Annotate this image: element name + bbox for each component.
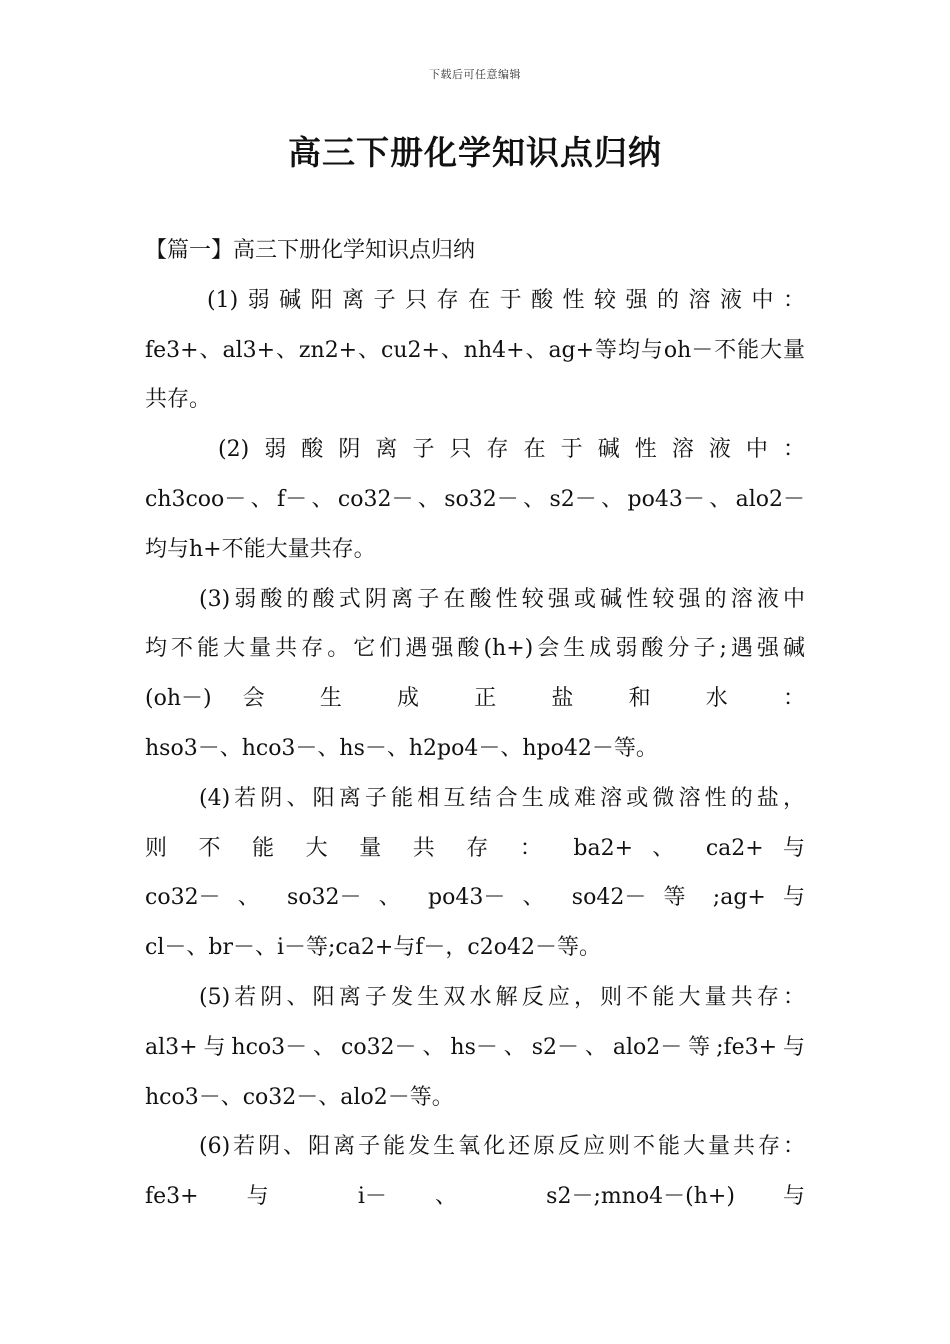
paragraph-line: fe3+ 与 i－ 、 s2－;mno4－(h+) 与 <box>145 1184 805 1210</box>
paragraph-1 <box>145 276 805 425</box>
paragraph-5 <box>145 973 805 1122</box>
header-note: 下载后可任意编辑 <box>429 68 521 81</box>
document-body <box>145 226 805 1222</box>
paragraph-line: fe3+、al3+、zn2+、cu2+、nh4+、ag+等均与oh－不能大量 <box>145 337 805 363</box>
section-heading: 【篇一】高三下册化学知识点归纳 <box>145 238 476 263</box>
paragraph-line: hso3－、hco3－、hs－、h2po4－、hpo42－等。 <box>145 735 658 761</box>
page-title: 高三下册化学知识点归纳 <box>288 133 662 172</box>
paragraph-line: co32－ 、 so32－ 、 po43－ 、 so42－ 等 ;ag+ 与 <box>145 885 805 911</box>
paragraph-3 <box>145 575 805 774</box>
paragraph-line: al3+与hco3－、co32－、hs－、s2－、alo2－等;fe3+与 <box>145 1034 805 1060</box>
paragraph-line: 均不能大量共存。它们遇强酸(h+)会生成弱酸分子;遇强碱 <box>145 636 805 662</box>
paragraph-2 <box>145 425 805 574</box>
paragraph-4 <box>145 774 805 973</box>
paragraph-6 <box>145 1122 805 1222</box>
paragraph-line: (1)弱碱阳离子只存在于酸性较强的溶液中： <box>207 287 805 313</box>
paragraph-line: (4)若阴、阳离子能相互结合生成难溶或微溶性的盐， <box>199 785 805 811</box>
paragraph-line: (5)若阴、阳离子发生双水解反应，则不能大量共存： <box>199 984 805 1010</box>
paragraph-line: (6)若阴、阳离子能发生氧化还原反应则不能大量共存： <box>199 1134 805 1160</box>
paragraph-line: cl－、br－、i－等;ca2+与f－，c2o42－等。 <box>145 935 601 961</box>
paragraph-line: 共存。 <box>145 387 212 413</box>
paragraph-line: ch3coo－、f－、co32－、so32－、s2－、po43－、alo2－ <box>145 486 805 512</box>
paragraph-line: (3)弱酸的酸式阴离子在酸性较强或碱性较强的溶液中 <box>199 586 805 612</box>
paragraph-line: 均与h+不能大量共存。 <box>145 536 376 562</box>
paragraph-line: (oh－) 会 生 成 正 盐 和 水 ： <box>145 686 805 712</box>
paragraph-line: 则 不 能 大 量 共 存 ： ba2+ 、 ca2+ 与 <box>145 835 805 861</box>
paragraph-line: (2)弱酸阴离子只存在于碱性溶液中： <box>218 437 805 463</box>
paragraph-line: hco3－、co32－、alo2－等。 <box>145 1084 454 1110</box>
